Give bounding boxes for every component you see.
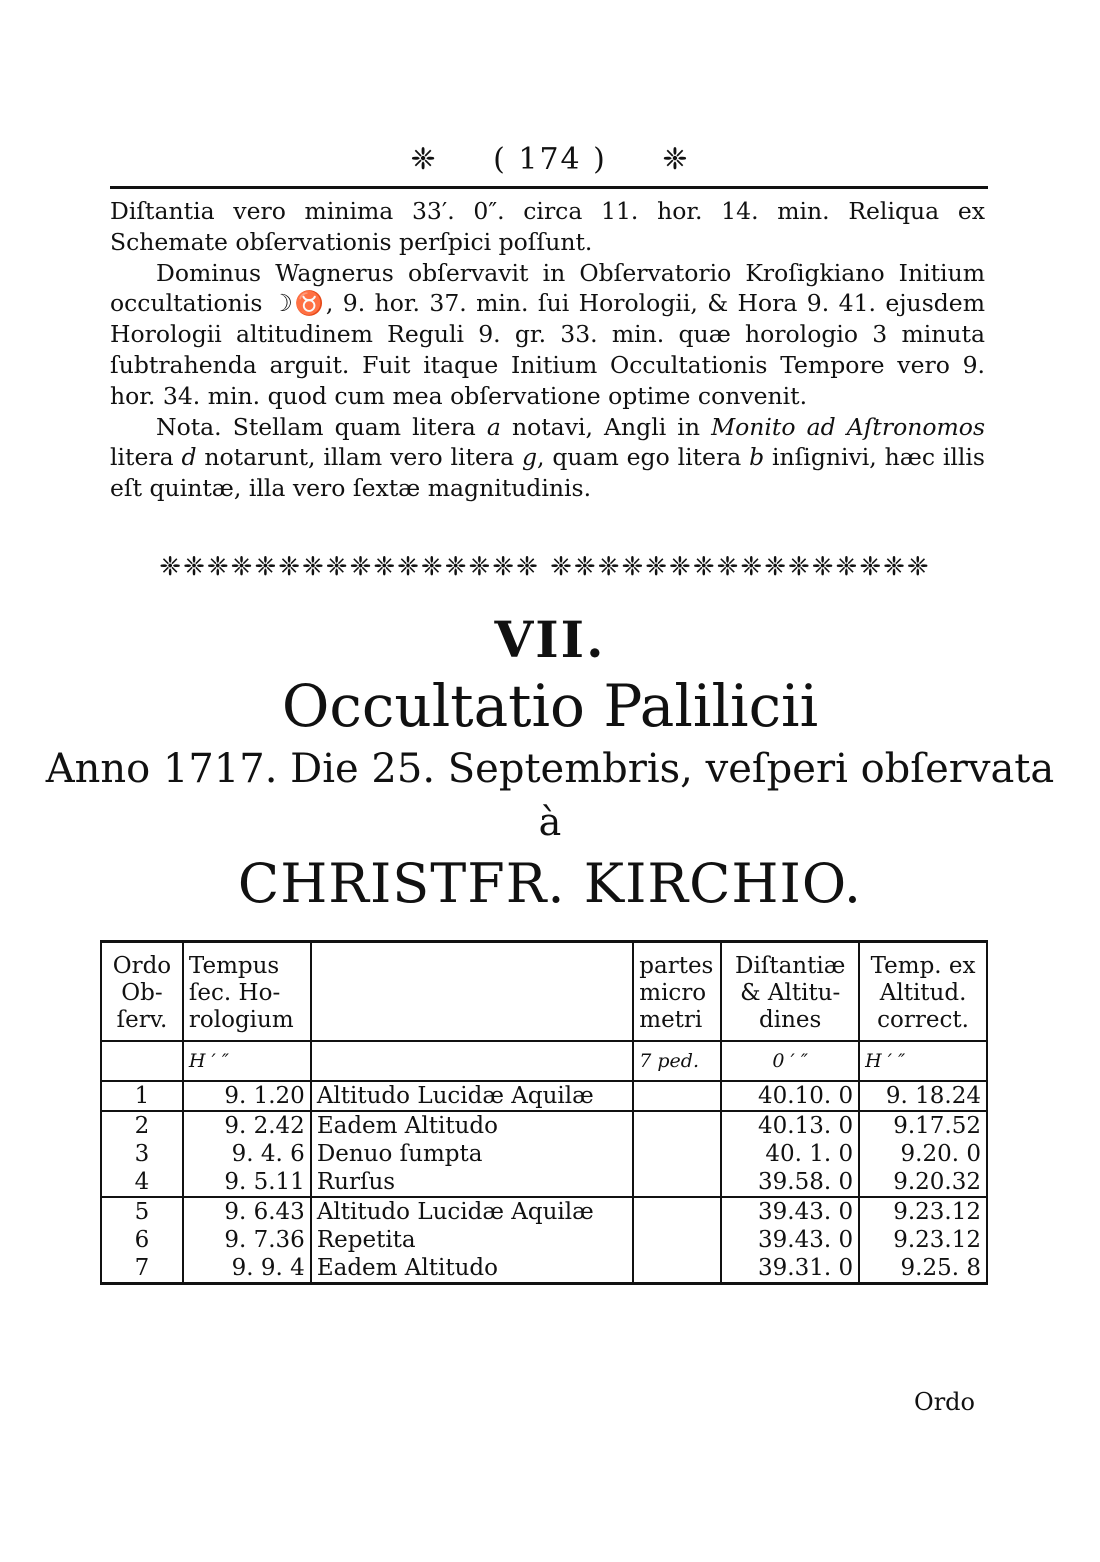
units-corrected: H ′ ″ (859, 1041, 987, 1081)
paragraph-3-text: litera (110, 443, 182, 472)
header-distance: Diſtantiæ & Altitu- dines (721, 942, 859, 1042)
cell-corrected: 9.25. 8 (859, 1254, 987, 1284)
cell-distance: 40. 1. 0 (721, 1140, 859, 1168)
cell-micro (633, 1111, 721, 1140)
cell-corrected: 9.17.52 (859, 1111, 987, 1140)
star-letter-d: d (181, 443, 197, 472)
cell-ordo: 4 (101, 1168, 183, 1197)
cell-corrected: 9.20.32 (859, 1168, 987, 1197)
cell-ordo: 1 (101, 1081, 183, 1111)
cell-time: 9. 9. 4 (183, 1254, 311, 1284)
cell-note: Rurſus (311, 1168, 633, 1197)
cell-micro (633, 1168, 721, 1197)
paragraph-1: Diſtantia vero minima 33′. 0″. circa 11. hor. 14. min. Reliqua ex Schemate obſervationis perſpici poſſunt. (110, 197, 985, 256)
header-micro: partes micro metri (633, 942, 721, 1042)
cell-time: 9. 6.43 (183, 1197, 311, 1226)
cell-ordo: 3 (101, 1140, 183, 1168)
paragraph-3-text: notavi, Angli in (500, 412, 712, 441)
cell-note: Eadem Altitudo (311, 1111, 633, 1140)
cell-note: Repetita (311, 1226, 633, 1254)
cell-time: 9. 1.20 (183, 1081, 311, 1111)
cell-ordo: 2 (101, 1111, 183, 1140)
cell-micro (633, 1140, 721, 1168)
cell-note: Denuo ſumpta (311, 1140, 633, 1168)
star-letter-g: g (521, 443, 537, 472)
paragraph-3-text: inſignivi, hæc illis eſt quintæ, illa vero ſextæ magnitudinis. (110, 443, 985, 503)
cell-corrected: 9. 18.24 (859, 1081, 987, 1111)
table-row (101, 1197, 987, 1226)
section-subtitle: Anno 1717. Die 25. Septembris, veſperi obſervata (45, 746, 1055, 792)
table-row (101, 1111, 987, 1140)
cell-time: 9. 7.36 (183, 1226, 311, 1254)
header-corrected: Temp. ex Altitud. correct. (859, 942, 987, 1042)
units-ordo (101, 1041, 183, 1081)
cell-micro (633, 1197, 721, 1226)
units-tempus: H ′ ″ (183, 1041, 311, 1081)
cell-micro (633, 1254, 721, 1284)
cell-distance: 40.10. 0 (721, 1081, 859, 1111)
observation-table (100, 940, 988, 1285)
cell-time: 9. 4. 6 (183, 1140, 311, 1168)
cell-note: Altitudo Lucidæ Aquilæ (311, 1081, 633, 1111)
cell-time: 9. 5.11 (183, 1168, 311, 1197)
cell-micro (633, 1081, 721, 1111)
units-distance: 0 ′ ″ (721, 1041, 859, 1081)
running-header (0, 142, 1100, 177)
cell-note: Eadem Altitudo (311, 1254, 633, 1284)
star-letter-b: b (749, 443, 765, 472)
units-note (311, 1041, 633, 1081)
header-rule (110, 186, 988, 189)
table-units-row (101, 1041, 987, 1081)
table-row (101, 1254, 987, 1284)
cell-corrected: 9.20. 0 (859, 1140, 987, 1168)
work-title: Monito ad Aſtronomos (711, 412, 986, 441)
catchword: Ordo (914, 1388, 975, 1416)
table-row (101, 1081, 987, 1111)
table-row (101, 1226, 987, 1254)
header-ordo: Ordo Ob- ſerv. (101, 942, 183, 1042)
section-author: CHRISTFR. KIRCHIO. (237, 852, 863, 915)
table-row (101, 1168, 987, 1197)
header-note (311, 942, 633, 1042)
flower-ornament-icon: ❈ (662, 142, 690, 177)
flower-ornament-icon: ❈ (410, 142, 438, 177)
paragraph-3-text: Nota. Stellam quam litera (156, 412, 487, 441)
body-text (110, 196, 985, 504)
cell-corrected: 9.23.12 (859, 1226, 987, 1254)
units-micro: 7 ped. (633, 1041, 721, 1081)
cell-distance: 39.43. 0 (721, 1226, 859, 1254)
cell-distance: 39.31. 0 (721, 1254, 859, 1284)
cell-ordo: 5 (101, 1197, 183, 1226)
ornament-band-icon: ❈❈❈❈❈❈❈❈❈❈❈❈❈❈❈❈ ❈❈❈❈❈❈❈❈❈❈❈❈❈❈❈❈ (159, 552, 931, 582)
cell-ordo: 7 (101, 1254, 183, 1284)
section-title: Occultatio Palilicii (281, 672, 819, 740)
paragraph-3 (110, 412, 985, 504)
paragraph-3-text: notarunt, illam vero litera (196, 443, 522, 472)
cell-ordo: 6 (101, 1226, 183, 1254)
star-letter-a: a (486, 412, 501, 441)
cell-micro (633, 1226, 721, 1254)
table-header-row (101, 942, 987, 1042)
page-number: ( 174 ) (493, 142, 607, 177)
section-preposition: à (538, 800, 562, 844)
cell-distance: 40.13. 0 (721, 1111, 859, 1140)
section-number: VII. (494, 610, 606, 669)
header-tempus: Tempus ſec. Ho- rologium (183, 942, 311, 1042)
paragraph-2: Dominus Wagnerus obſervavit in Obſervatorio Kroſigkiano Initium occultationis ☽♉, 9. hor. 37. min. ſui Horologii, & Hora 9. 41. ejusdem Horologii altitudinem Reguli 9. gr. 33. min. quæ horologio 3 minuta ſubtrahenda arguit. Fuit itaque Initium Occultationis Tempore vero 9. hor. 34. min. quod cum mea obſervatione optime convenit. (110, 258, 985, 410)
cell-corrected: 9.23.12 (859, 1197, 987, 1226)
table-row (101, 1140, 987, 1168)
cell-distance: 39.43. 0 (721, 1197, 859, 1226)
cell-distance: 39.58. 0 (721, 1168, 859, 1197)
cell-note: Altitudo Lucidæ Aquilæ (311, 1197, 633, 1226)
paragraph-3-text: , quam ego litera (537, 443, 750, 472)
cell-time: 9. 2.42 (183, 1111, 311, 1140)
